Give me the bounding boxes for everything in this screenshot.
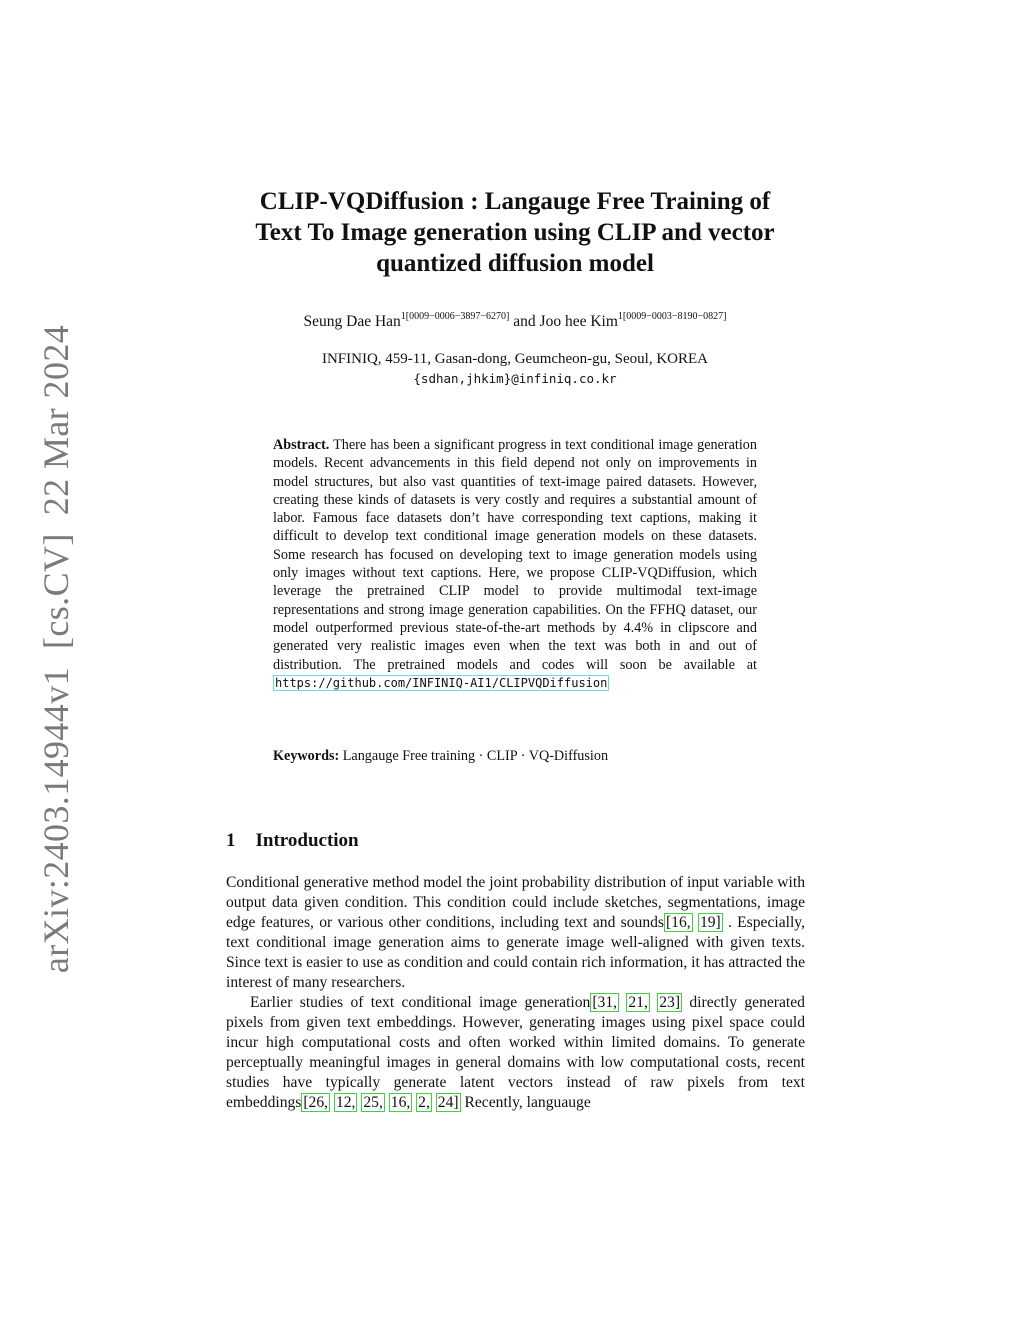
citation-link[interactable]: 16,	[390, 1094, 411, 1111]
code-repo-link[interactable]	[273, 675, 609, 691]
abstract	[273, 436, 757, 692]
paragraph-text: Conditional generative method model the joint probability distribution of input variable with output data given condition. This condition could include sketches, segmentations, image edge features, or various other conditions, including text and sounds	[226, 874, 805, 931]
abstract-text: There has been a significant progress in text conditional image generation models. Recent advancements in this field depend not only on improvements in model structures, but also vast quantities of text-image paired datasets. However, creating these kinds of datasets is very costly and requires a substantial amount of labor. Famous face datasets don’t have corresponding text captions, making it difficult to develop text conditional image generation models on these datasets. Some research has focused on developing text to image generation models using only images without text captions. Here, we propose CLIP-VQDiffusion, which leverage the pretrained CLIP model to provide multimodal text-image representations and strong image generation capabilities. On the FFHQ dataset, our model outperformed previous state-of-the-art methods by 4.4% in clipscore and generated very realistic images even when the text was both in and out of distribution. The pretrained models and codes will soon be available at	[273, 437, 757, 673]
section-heading	[226, 830, 359, 852]
intro-body	[226, 873, 805, 1113]
author-orcid[interactable]: 1[0009−0003−8190−0827]	[617, 311, 727, 322]
citation-link[interactable]: [31,	[592, 994, 618, 1011]
paragraph-text: directly generated pixels from given text embeddings. However, generating images using pixel space could incur high computational costs and often worked within limited domains. To generate perceptually meaningful images in general domains with low computational costs, recent studies have typically generate latent vectors instead of raw pixels from text embeddings	[226, 994, 805, 1111]
paragraph	[226, 993, 805, 1113]
paper-title	[220, 186, 810, 279]
title-line: CLIP-VQDiffusion : Langauge Free Training of	[259, 188, 771, 215]
abstract-label: Abstract.	[273, 437, 330, 453]
link-text[interactable]: CLIPVQDiffusion	[498, 675, 608, 690]
title-line: Text To Image generation using CLIP and vector	[255, 219, 775, 246]
citation-link[interactable]: [26,	[303, 1094, 329, 1111]
arxiv-id: arXiv:2403.14944v1	[36, 667, 76, 974]
affiliation: INFINIQ, 459-11, Gasan-dong, Geumcheon-gu, Seoul, KOREA	[321, 351, 709, 367]
email-address: {sdhan,jhkim}@infiniq.co.kr	[413, 371, 617, 386]
arxiv-category: [cs.CV]	[36, 533, 76, 649]
paragraph-text: . Especially, text conditional image generation aims to generate image well-aligned with given texts. Since text is easier to use as condition and could contain rich information, it has attracted the interest of many researchers.	[226, 914, 805, 991]
author-orcid[interactable]: 1[0009−0006−3897−6270]	[400, 311, 510, 322]
keywords-text: Langauge Free training · CLIP · VQ-Diffusion	[342, 748, 609, 764]
citation-link[interactable]: 25,	[363, 1094, 383, 1111]
paragraph-text: Recently, languauge	[460, 1094, 591, 1111]
citation-link[interactable]: 24]	[437, 1094, 459, 1111]
section-number: 1	[226, 830, 236, 851]
paragraph-text: Earlier studies of text conditional image generation	[250, 994, 591, 1011]
arxiv-date: 22 Mar 2024	[36, 324, 76, 516]
author-conjunction: and	[513, 313, 536, 330]
paragraph	[226, 873, 805, 993]
author-name: Seung Dae Han	[303, 313, 401, 330]
citation-link[interactable]: [16,	[665, 914, 691, 931]
citation-link[interactable]: 19]	[699, 914, 721, 931]
affiliation-block	[180, 350, 850, 388]
citation-link[interactable]: 23]	[659, 994, 681, 1011]
title-line: quantized diffusion model	[376, 250, 654, 277]
citation-link[interactable]: 12,	[335, 1094, 356, 1111]
link-text[interactable]: https://github.com/INFINIQ-AI1/	[275, 675, 499, 690]
citation-link[interactable]: 21,	[628, 994, 648, 1011]
keywords	[273, 748, 757, 765]
section-title: Introduction	[255, 830, 359, 851]
citation-link[interactable]: 2,	[418, 1094, 430, 1111]
arxiv-sidebar-stamp	[35, 307, 77, 973]
keywords-label: Keywords:	[273, 748, 340, 764]
author-list	[180, 311, 850, 331]
author-name: Joo hee Kim	[539, 313, 618, 330]
